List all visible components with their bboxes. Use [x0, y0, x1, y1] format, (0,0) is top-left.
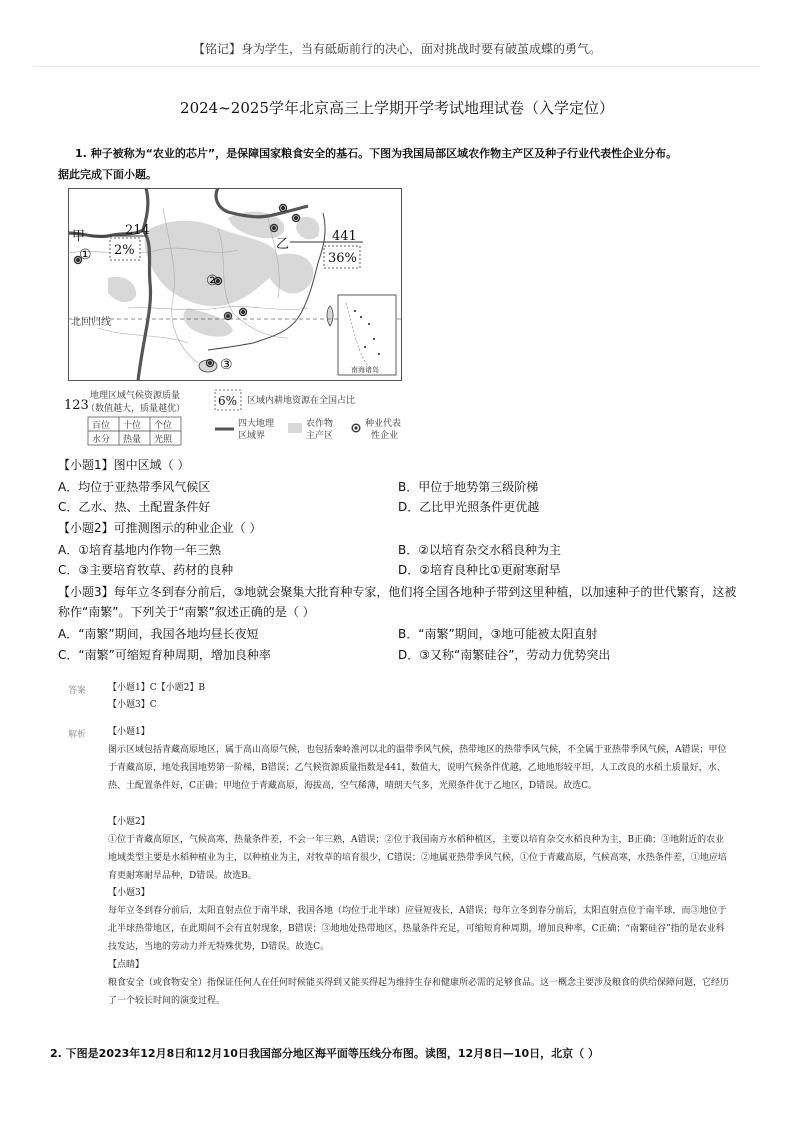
- legend-boundary-line2: 区域界: [238, 431, 266, 441]
- analysis-para-3: 每年立冬到春分前后，太阳直射点位于南半球，我国各地（均位于北半球）应昼短夜长，A错误；每年立冬到春分前后，太阳直射点位于南半球，而③地位于北半球热带地区，在此期间不会有直射现象，B错误；③地地处热带地区，热量条件充足，可缩短育种周期，增加良种率，C正确；“南繁硅谷”指的是农业科技发达，当地的劳动力并无特殊优势，D错误。故选C。: [108, 906, 727, 952]
- yi-percent: 36%: [328, 251, 357, 266]
- motto-banner: 【铭记】身为学生，当有砥砺前行的决心，面对挑战时要有破茧成蝶的勇气。: [192, 42, 601, 56]
- analysis-para-4: 粮食安全（或食物安全）指保证任何人在任何时候能买得到又能买得起为维持生存和健康所必需的足够食品。这一概念主要涉及粮食的供给保障问题，它经历了一个较长时间的演变过程。: [108, 978, 730, 1006]
- sub1-option-a: A．均位于亚热带季风气候区: [58, 480, 211, 494]
- label-2: ②: [206, 273, 219, 289]
- map-legend: [60, 385, 420, 451]
- question-1-intro-line1: 种子被称为“农业的芯片”，是保障国家粮食安全的基石。下图为我国局部区域农作物主产区及种子行业代表性企业分布。: [90, 147, 678, 160]
- legend-percent-desc: 区域内耕地资源在全国占比: [247, 396, 356, 406]
- sub3-option-a: A．“南繁”期间，我国各地均昼长夜短: [58, 627, 259, 641]
- sub2-option-d: D．②培育良种比①更耐寒耐旱: [398, 563, 561, 577]
- question-2-text: 2. 下图是2023年12月8日和12月10日我国部分地区海平面等压线分布图。读图，12月8日—10日，北京（ ）: [50, 1047, 599, 1060]
- grid-r0c1: 十位: [123, 421, 142, 431]
- analysis-head-3: 【小题3】: [108, 888, 150, 898]
- sub2-option-c: C．③主要培育牧草、药材的良种: [58, 563, 234, 577]
- legend-example-value: 123: [64, 398, 89, 413]
- answer-label: 答案: [68, 686, 87, 696]
- analysis-head-1: 【小题1】: [108, 727, 150, 737]
- analysis-label: 解析: [68, 730, 87, 740]
- legend-example-percent: 6%: [218, 394, 238, 408]
- sub2-option-b: B．②以培育杂交水稻良种为主: [398, 543, 561, 557]
- label-1: ①: [79, 247, 92, 263]
- legend-climate-line1: 地理区域气候资源质量: [90, 391, 181, 401]
- analysis-head-4: 【点睛】: [108, 960, 145, 970]
- sub3-option-c: C．“南繁”可缩短育种周期，增加良种率: [58, 648, 271, 662]
- south-sea-inset: [338, 295, 396, 375]
- legend-crop-line1: 农作物: [306, 419, 334, 429]
- label-3: ③: [220, 357, 233, 373]
- grid-r1c0: 水分: [92, 435, 111, 445]
- legend-enterprise-line1: 种业代表: [365, 419, 402, 429]
- sub1-stem: 【小题1】图中区域（ ）: [58, 458, 190, 472]
- legend-enterprise-line2: 性企业: [371, 431, 399, 441]
- sub3-stem-line1: 【小题3】每年立冬到春分前后，③地就会聚集大批育种专家，他们将全国各地种子带到这里种植，以加速种子的世代繁育，这被: [58, 585, 737, 599]
- answer-line2: 【小题3】C: [108, 700, 157, 710]
- legend-boundary-line1: 四大地理: [238, 419, 275, 429]
- sub3-option-b: B．“南繁”期间，③地可能被太阳直射: [398, 627, 598, 641]
- jia-percent: 2%: [114, 243, 135, 258]
- legend-climate-line2: （数值越大，质量越优）: [86, 404, 186, 414]
- sub1-option-b: B．甲位于地势第三级阶梯: [398, 480, 539, 494]
- grid-r0c2: 个位: [154, 421, 173, 431]
- question-1-intro: [58, 143, 758, 185]
- label-jia: 甲: [72, 229, 86, 244]
- analysis-para-2: ①位于青藏高原区，气候高寒，热量条件差，不会一年三熟，A错误；②位于我国南方水稻种植区，主要以培育杂交水稻良种为主，B正确；③地附近的农业地域类型主要是水稻种植业为主，以种植业为主，对牧草的培育很少，C错误；②地属亚热带季风气候，①位于青藏高原，气候高寒，水热条件差，①地应培育更耐寒耐旱品种，D错误。故选B。: [108, 835, 727, 881]
- header-divider: [34, 66, 760, 67]
- grid-r1c2: 光照: [154, 435, 173, 445]
- tropic-label: 北回归线: [71, 317, 111, 328]
- sub1-option-d: D．乙比甲光照条件更优越: [398, 500, 540, 514]
- page-title: 2024~2025学年北京高三上学期开学考试地理试卷（入学定位）: [180, 99, 614, 117]
- legend-crop-swatch: [288, 423, 302, 433]
- grid-r0c0: 百位: [92, 421, 111, 431]
- sub3-stem-line2: 称作“南繁”。下列关于“南繁”叙述正确的是（ ）: [58, 605, 315, 619]
- question-1-intro-line2: 据此完成下面小题。: [58, 168, 157, 181]
- sub1-option-c: C．乙水、热、土配置条件好: [58, 500, 211, 514]
- question-1-number: 1.: [75, 147, 87, 160]
- sub2-stem: 【小题2】可推测图示的种业企业（ ）: [58, 521, 262, 535]
- grid-r1c1: 热量: [123, 435, 142, 445]
- inset-label: 南海诸岛: [351, 366, 379, 374]
- sub2-option-a: A．①培育基地内作物一年三熟: [58, 543, 221, 557]
- crop-region-map: [68, 188, 402, 381]
- legend-crop-line2: 主产区: [306, 431, 334, 441]
- analysis-para-1: 图示区域包括青藏高原地区，属于高山高原气候，也包括秦岭淮河以北的温带季风气候，热带地区的热带季风气候，不全属于亚热带季风气候，A错误；甲位于青藏高原，地处我国地势第一阶梯，B错误；乙气候资源质量指数是441，数值大，说明气候条件优越，乙地地形较平坦，人工改良的水稻土质量好，水、热、土配置条件好，C正确；甲地位于青藏高原，海拔高，空气稀薄，晴朗天气多，光照条件优于乙地区，D错误。故选C。: [108, 745, 727, 791]
- yi-value: 441: [332, 229, 357, 244]
- answer-line1: 【小题1】C【小题2】B: [108, 683, 205, 693]
- analysis-head-2: 【小题2】: [108, 817, 150, 827]
- label-yi: 乙: [276, 237, 290, 252]
- jia-value: 214: [125, 223, 150, 238]
- sub3-option-d: D．③又称“南繁硅谷”，劳动力优势突出: [398, 648, 611, 662]
